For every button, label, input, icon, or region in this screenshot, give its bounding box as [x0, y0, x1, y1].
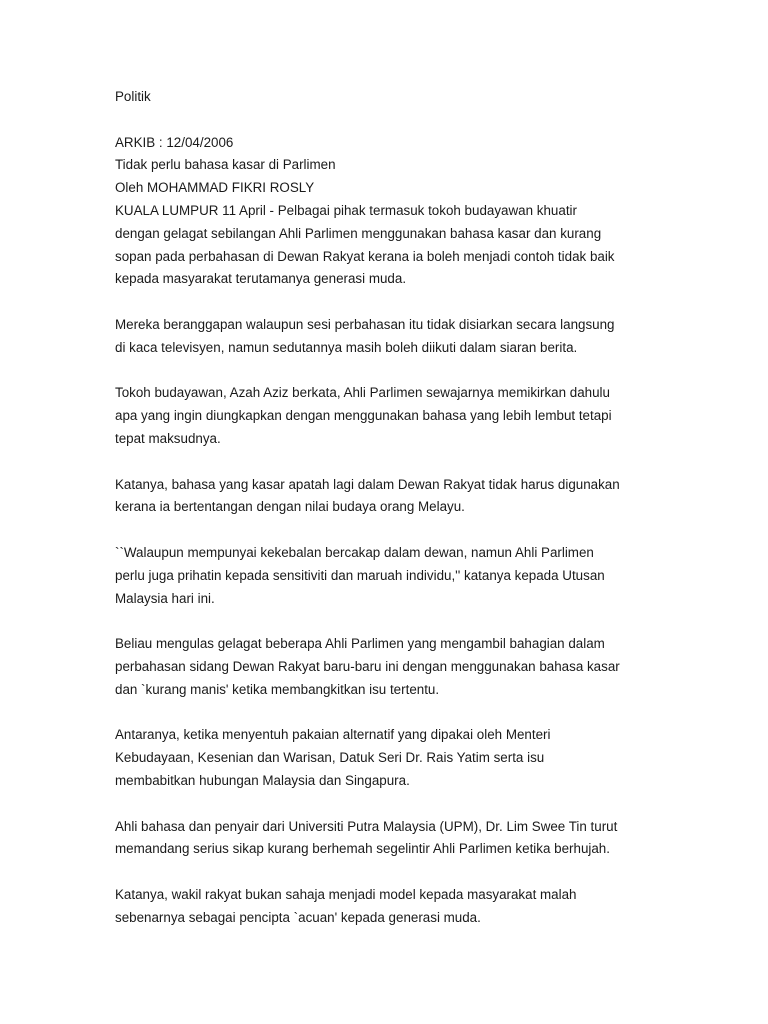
archive-date: ARKIB : 12/04/2006	[115, 134, 234, 150]
paragraph-line: perbahasan sidang Dewan Rakyat baru-baru ini dengan menggunakan bahasa kasar	[115, 658, 620, 674]
paragraph-line: membabitkan hubungan Malaysia dan Singapura.	[115, 772, 410, 788]
paragraph-line: Katanya, wakil rakyat bukan sahaja menjadi model kepada masyarakat malah	[115, 886, 577, 902]
paragraph-line: Beliau mengulas gelagat beberapa Ahli Parlimen yang mengambil bahagian dalam	[115, 636, 605, 652]
paragraph-line: di kaca televisyen, namun sedutannya masih boleh diikuti dalam siaran berita.	[115, 339, 578, 355]
document-page	[115, 86, 675, 929]
paragraph-line: kepada masyarakat terutamanya generasi muda.	[115, 271, 407, 287]
paragraph-line: sopan pada perbahasan di Dewan Rakyat kerana ia boleh menjadi contoh tidak baik	[115, 248, 615, 264]
paragraph-line: Antaranya, ketika menyentuh pakaian alternatif yang dipakai oleh Menteri	[115, 727, 551, 743]
paragraph-line: tepat maksudnya.	[115, 430, 221, 446]
paragraph-8	[115, 816, 675, 862]
paragraph-2	[115, 314, 675, 360]
paragraph-5	[115, 542, 675, 610]
paragraph-7	[115, 724, 675, 792]
paragraph-line: apa yang ingin diungkapkan dengan menggunakan bahasa yang lebih lembut tetapi	[115, 408, 612, 424]
paragraph-6	[115, 633, 675, 701]
paragraph-line: Katanya, bahasa yang kasar apatah lagi dalam Dewan Rakyat tidak harus digunakan	[115, 476, 620, 492]
paragraph-line: kerana ia bertentangan dengan nilai budaya orang Melayu.	[115, 499, 465, 515]
paragraph-1	[115, 200, 675, 291]
section-label: Politik	[115, 89, 151, 104]
paragraph-line: Tokoh budayawan, Azah Aziz berkata, Ahli Parlimen sewajarnya memikirkan dahulu	[115, 385, 610, 401]
paragraph-line: dengan gelagat sebilangan Ahli Parlimen menggunakan bahasa kasar dan kurang	[115, 225, 602, 241]
headline: Tidak perlu bahasa kasar di Parlimen	[115, 157, 336, 173]
paragraph-3	[115, 382, 675, 450]
paragraph-line: memandang serius sikap kurang berhemah segelintir Ahli Parlimen ketika berhujah.	[115, 841, 610, 857]
paragraph-line: Malaysia hari ini.	[115, 590, 215, 606]
paragraph-line: KUALA LUMPUR 11 April - Pelbagai pihak termasuk tokoh budayawan khuatir	[115, 202, 577, 218]
article-body	[115, 200, 675, 930]
paragraph-line: Kebudayaan, Kesenian dan Warisan, Datuk Seri Dr. Rais Yatim serta isu	[115, 750, 545, 766]
paragraph-9	[115, 884, 675, 930]
byline: Oleh MOHAMMAD FIKRI ROSLY	[115, 180, 315, 196]
paragraph-4	[115, 474, 675, 520]
paragraph-line: Mereka beranggapan walaupun sesi perbahasan itu tidak disiarkan secara langsung	[115, 316, 615, 332]
paragraph-line: ``Walaupun mempunyai kekebalan bercakap dalam dewan, namun Ahli Parlimen	[115, 544, 594, 560]
paragraph-line: Ahli bahasa dan penyair dari Universiti Putra Malaysia (UPM), Dr. Lim Swee Tin turut	[115, 818, 618, 834]
paragraph-line: sebenarnya sebagai pencipta `acuan' kepada generasi muda.	[115, 909, 481, 925]
paragraph-line: perlu juga prihatin kepada sensitiviti dan maruah individu,'' katanya kepada Utusan	[115, 567, 605, 583]
paragraph-line: dan `kurang manis' ketika membangkitkan isu tertentu.	[115, 681, 440, 697]
